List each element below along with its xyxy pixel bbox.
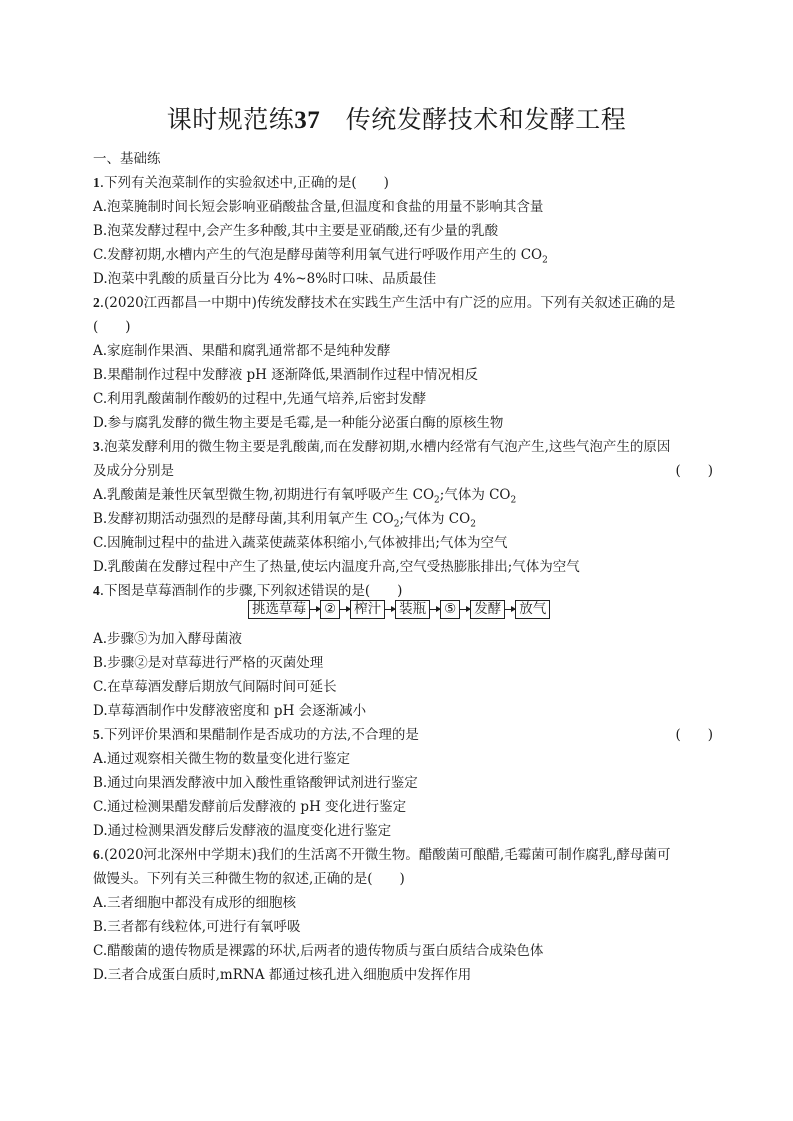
flow-step-6: 发酵	[470, 600, 505, 619]
q6-option-d: D.三者合成蛋白质时,mRNA 都通过核孔进入细胞质中发挥作用	[93, 967, 472, 983]
q3-option-a: A.乳酸菌是兼性厌氧型微生物,初期进行有氧呼吸产生 $CO_2$;气体为 $CO_2$	[93, 487, 517, 506]
flow-step-3: 榨汁	[350, 600, 385, 619]
question-2-stem: 2.(2020江西都昌一中期中)传统发酵技术在实践生产生活中有广泛的应用。下列有关叙述正确的是	[93, 295, 676, 311]
process-flow-diagram	[248, 600, 550, 619]
flow-arrow-icon	[385, 609, 395, 610]
q4-option-d: D.草莓酒制作中发酵液密度和 pH 会逐渐减小	[93, 703, 367, 719]
q5-option-c: C.通过检测果醋发酵前后发酵液的 pH 变化进行鉴定	[93, 799, 407, 815]
q1-option-a: A.泡菜腌制时间长短会影响亚硝酸盐含量,但温度和食盐的用量不影响其含量	[93, 199, 544, 215]
flow-arrow-icon	[430, 609, 440, 610]
flow-step-2: ②	[320, 600, 340, 619]
q6-option-c: C.醋酸菌的遗传物质是裸露的环状,后两者的遗传物质与蛋白质结合成染色体	[93, 943, 544, 959]
q4-option-c: C.在草莓酒发酵后期放气间隔时间可延长	[93, 679, 337, 695]
q4-option-b: B.步骤②是对草莓进行严格的灭菌处理	[93, 655, 324, 671]
q6-option-a: A.三者细胞中都没有成形的细胞核	[93, 895, 297, 911]
q4-option-a: A.步骤⑤为加入酵母菌液	[93, 631, 243, 647]
q5-option-b: B.通过向果酒发酵液中加入酸性重铬酸钾试剂进行鉴定	[93, 775, 418, 791]
q2-option-c: C.利用乳酸菌制作酸奶的过程中,先通气培养,后密封发酵	[93, 391, 427, 407]
flow-arrow-icon	[505, 609, 515, 610]
flow-step-5: ⑤	[440, 600, 460, 619]
q6-option-b: B.三者都有线粒体,可进行有氧呼吸	[93, 919, 301, 935]
question-3-stem-cont: 及成分分别是 ( )	[93, 463, 713, 479]
q1-option-d: D.泡菜中乳酸的质量百分比为 4%~8%时口味、品质最佳	[93, 271, 437, 287]
q2-option-a: A.家庭制作果酒、果醋和腐乳通常都不是纯种发酵	[93, 343, 391, 359]
question-5-stem: 5.下列评价果酒和果醋制作是否成功的方法,不合理的是 ( )	[93, 727, 713, 743]
question-6-stem: 6.(2020河北深州中学期末)我们的生活离不开微生物。醋酸菌可酿醋,毛霉菌可制作腐乳,酵母菌可	[93, 847, 671, 863]
flow-step-7: 放气	[515, 600, 550, 619]
q3-option-d: D.乳酸菌在发酵过程中产生了热量,使坛内温度升高,空气受热膨胀排出;气体为空气	[93, 559, 580, 575]
q1-option-c: C.发酵初期,水槽内产生的气泡是酵母菌等利用氧气进行呼吸作用产生的 $CO_2$	[93, 247, 548, 266]
q2-answer-paren: ( )	[93, 319, 131, 335]
question-3-stem: 3.泡菜发酵利用的微生物主要是乳酸菌,而在发酵初期,水槽内经常有气泡产生,这些气泡产生的原因	[93, 439, 671, 455]
q3-option-c: C.因腌制过程中的盐进入蔬菜使蔬菜体积缩小,气体被排出;气体为空气	[93, 535, 508, 551]
flow-step-1: 挑选草莓	[248, 600, 310, 619]
question-6-stem-cont: 做馒头。下列有关三种微生物的叙述,正确的是( )	[93, 871, 405, 887]
question-1-stem: 1.下列有关泡菜制作的实验叙述中,正确的是( )	[93, 175, 389, 191]
question-4-stem: 4.下图是草莓酒制作的步骤,下列叙述错误的是( )	[93, 583, 403, 599]
q2-option-b: B.果醋制作过程中发酵液 pH 逐渐降低,果酒制作过程中情况相反	[93, 367, 478, 383]
flow-arrow-icon	[340, 609, 350, 610]
flow-arrow-icon	[460, 609, 470, 610]
q5-option-d: D.通过检测果酒发酵后发酵液的温度变化进行鉴定	[93, 823, 392, 839]
q3-option-b: B.发酵初期活动强烈的是酵母菌,其利用氧产生 $CO_2$;气体为 $CO_2$	[93, 511, 476, 530]
section-heading: 一、基础练	[93, 151, 161, 167]
flow-step-4: 装瓶	[395, 600, 430, 619]
page-title: 课时规范练37 传统发酵技术和发酵工程	[166, 105, 627, 134]
q2-option-d: D.参与腐乳发酵的微生物主要是毛霉,是一种能分泌蛋白酶的原核生物	[93, 415, 504, 431]
flow-arrow-icon	[310, 609, 320, 610]
q5-option-a: A.通过观察相关微生物的数量变化进行鉴定	[93, 751, 351, 767]
q1-option-b: B.泡菜发酵过程中,会产生多种酸,其中主要是亚硝酸,还有少量的乳酸	[93, 223, 499, 239]
